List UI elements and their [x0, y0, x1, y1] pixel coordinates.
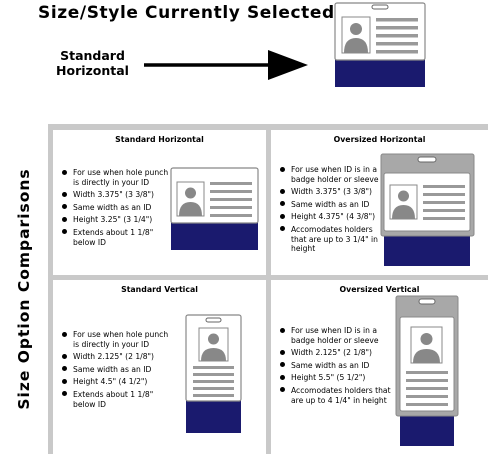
- option-bullet: For use when hole punch is directly in your ID: [61, 168, 169, 187]
- option-bullet: Width 2.125" (2 1/8"): [279, 348, 391, 358]
- badge-illustration: [185, 314, 243, 434]
- option-bullet-list: [61, 168, 169, 250]
- option-bullet: Accomodates holders that are up to 4 1/4" in height: [279, 386, 391, 405]
- option-bullet: For use when hole punch is directly in your ID: [61, 330, 173, 349]
- badge-holder-illustration: [380, 153, 476, 267]
- option-bullet-list: [61, 330, 173, 412]
- page-title: Size/Style Currently Selected: [38, 3, 335, 23]
- option-bullet: For use when ID is in a badge holder or sleeve: [279, 165, 383, 184]
- side-title-text: Size Option Comparisons: [15, 168, 33, 410]
- option-oversized-vertical: [271, 280, 488, 454]
- option-bullet: Accomodates holders that are up to 3 1/4" in height: [279, 225, 383, 254]
- option-oversized-horizontal: [271, 130, 488, 275]
- option-bullet: For use when ID is in a badge holder or sleeve: [279, 326, 391, 345]
- option-bullet: Width 3.375" (3 3/8"): [279, 187, 383, 197]
- option-bullet: Extends about 1 1/8" below ID: [61, 390, 173, 409]
- option-bullet: Height 3.25" (3 1/4"): [61, 215, 169, 225]
- option-title: Standard Horizontal: [115, 135, 204, 144]
- option-title: Oversized Horizontal: [333, 135, 426, 144]
- badge-holder-illustration: [395, 295, 459, 447]
- option-bullet: Same width as an ID: [61, 203, 169, 213]
- option-bullet: Height 4.375" (4 3/8"): [279, 212, 383, 222]
- option-bullet: Same width as an ID: [279, 361, 391, 371]
- option-standard-horizontal: [53, 130, 266, 275]
- badge-illustration: [170, 167, 260, 251]
- option-bullet-list: [279, 165, 383, 257]
- arrow-right-icon: [142, 47, 310, 83]
- option-title: Oversized Vertical: [339, 285, 420, 294]
- option-bullet-list: [279, 326, 391, 408]
- option-bullet: Extends about 1 1/8" below ID: [61, 228, 169, 247]
- option-standard-vertical: [53, 280, 266, 454]
- option-bullet: Height 4.5" (4 1/2"): [61, 377, 173, 387]
- comparison-side-title: [0, 124, 48, 454]
- selected-style-label: Standard Horizontal: [56, 48, 129, 78]
- selected-badge-preview: [334, 2, 426, 88]
- option-bullet: Width 3.375" (3 3/8"): [61, 190, 169, 200]
- option-bullet: Width 2.125" (2 1/8"): [61, 352, 173, 362]
- option-bullet: Height 5.5" (5 1/2"): [279, 373, 391, 383]
- option-bullet: Same width as an ID: [61, 365, 173, 375]
- option-title: Standard Vertical: [121, 285, 198, 294]
- option-bullet: Same width as an ID: [279, 200, 383, 210]
